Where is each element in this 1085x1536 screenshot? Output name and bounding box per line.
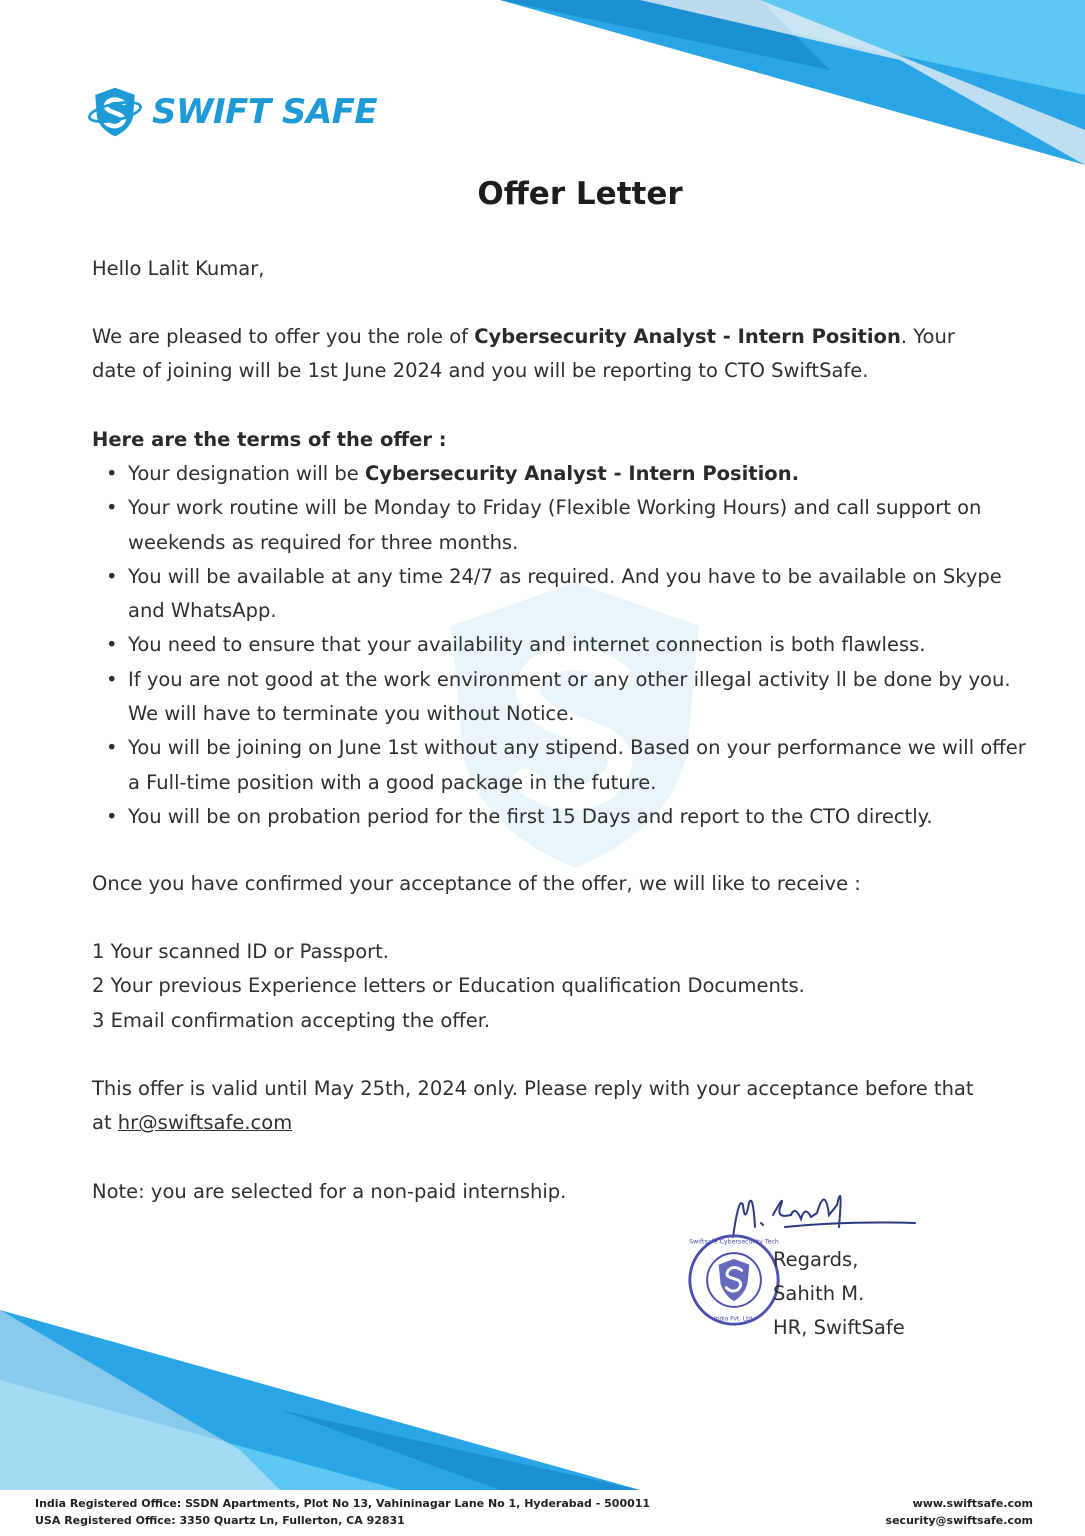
list-item: • You will be available at any time 24/7 as required. And you have to be available on Skype and WhatsApp. [128, 560, 1028, 629]
footer-offices [35, 1495, 650, 1529]
term-1-prefix: Your designation will be [128, 462, 365, 485]
security-email-link[interactable]: security@swiftsafe.com [885, 1514, 1033, 1527]
list-item: 3 Email confirmation accepting the offer. [92, 1008, 491, 1032]
list-item: 2 Your previous Experience letters or Education qualification Documents. [92, 974, 805, 998]
hr-email-link[interactable]: hr@swiftsafe.com [117, 1111, 293, 1135]
terms-heading: Here are the terms of the offer : [92, 428, 447, 451]
shield-s-icon [88, 85, 142, 139]
validity-text: This offer is valid until May 25th, 2024 only. Please reply with your acceptance before that at [92, 1077, 974, 1135]
confirm-text: Once you have confirmed your acceptance of the offer, we will like to receive : [92, 872, 861, 895]
footer-decoration [0, 1300, 1085, 1500]
svg-text:Swiftsafe Cybersecurity Tech: Swiftsafe Cybersecurity Tech [689, 1238, 779, 1246]
brand-name: SWIFT SAFE [152, 92, 378, 132]
signer-name: Sahith M. [773, 1282, 865, 1305]
closing: Regards, [773, 1248, 859, 1271]
signoff-block [773, 1243, 905, 1345]
list-item [128, 457, 1028, 491]
intro-text-2: . Your date of joining will be 1st June 2024 and you will be reporting to CTO SwiftSafe. [92, 325, 955, 383]
intro-text-1: We are pleased to offer you the role of [92, 325, 475, 348]
signer-title: HR, SwiftSafe [773, 1316, 905, 1339]
greeting: Hello Lalit Kumar, [92, 257, 265, 280]
india-office: India Registered Office: SSDN Apartments, Plot No 13, Vahininagar Lane No 1, Hyderabad - 500011 [35, 1497, 651, 1510]
company-logo [88, 82, 377, 142]
company-stamp [686, 1232, 782, 1328]
letter-title: Offer Letter [477, 176, 683, 212]
website-link[interactable]: www.swiftsafe.com [912, 1497, 1033, 1510]
documents-list [92, 935, 992, 1038]
list-item: • You need to ensure that your availability and internet connection is both flawless. [128, 628, 1028, 662]
intro-paragraph [92, 320, 992, 389]
term-1-role: Cybersecurity Analyst - Intern Position. [365, 462, 799, 485]
note-text: Note: you are selected for a non-paid internship. [92, 1180, 567, 1203]
list-item: • You will be on probation period for the first 15 Days and report to the CTO directly. [128, 800, 1028, 834]
list-item: • You will be joining on June 1st without any stipend. Based on your performance we will offer a Full-time position with a good package in the future. [128, 731, 1028, 800]
terms-list [92, 457, 1028, 834]
validity-paragraph [92, 1072, 992, 1141]
footer-contact [886, 1495, 1033, 1529]
list-item: • Your work routine will be Monday to Friday (Flexible Working Hours) and call support on weekends as required for three months. [128, 491, 1028, 560]
usa-office: USA Registered Office: 3350 Quartz Ln, Fullerton, CA 92831 [35, 1514, 405, 1527]
svg-text:India Pvt. Ltd.: India Pvt. Ltd. [714, 1316, 754, 1323]
list-item: 1 Your scanned ID or Passport. [92, 940, 389, 963]
intro-role: Cybersecurity Analyst - Intern Position [474, 325, 901, 348]
list-item: • If you are not good at the work environment or any other illegal activity ll be done by you. We will have to terminate you without Notice. [128, 663, 1028, 732]
